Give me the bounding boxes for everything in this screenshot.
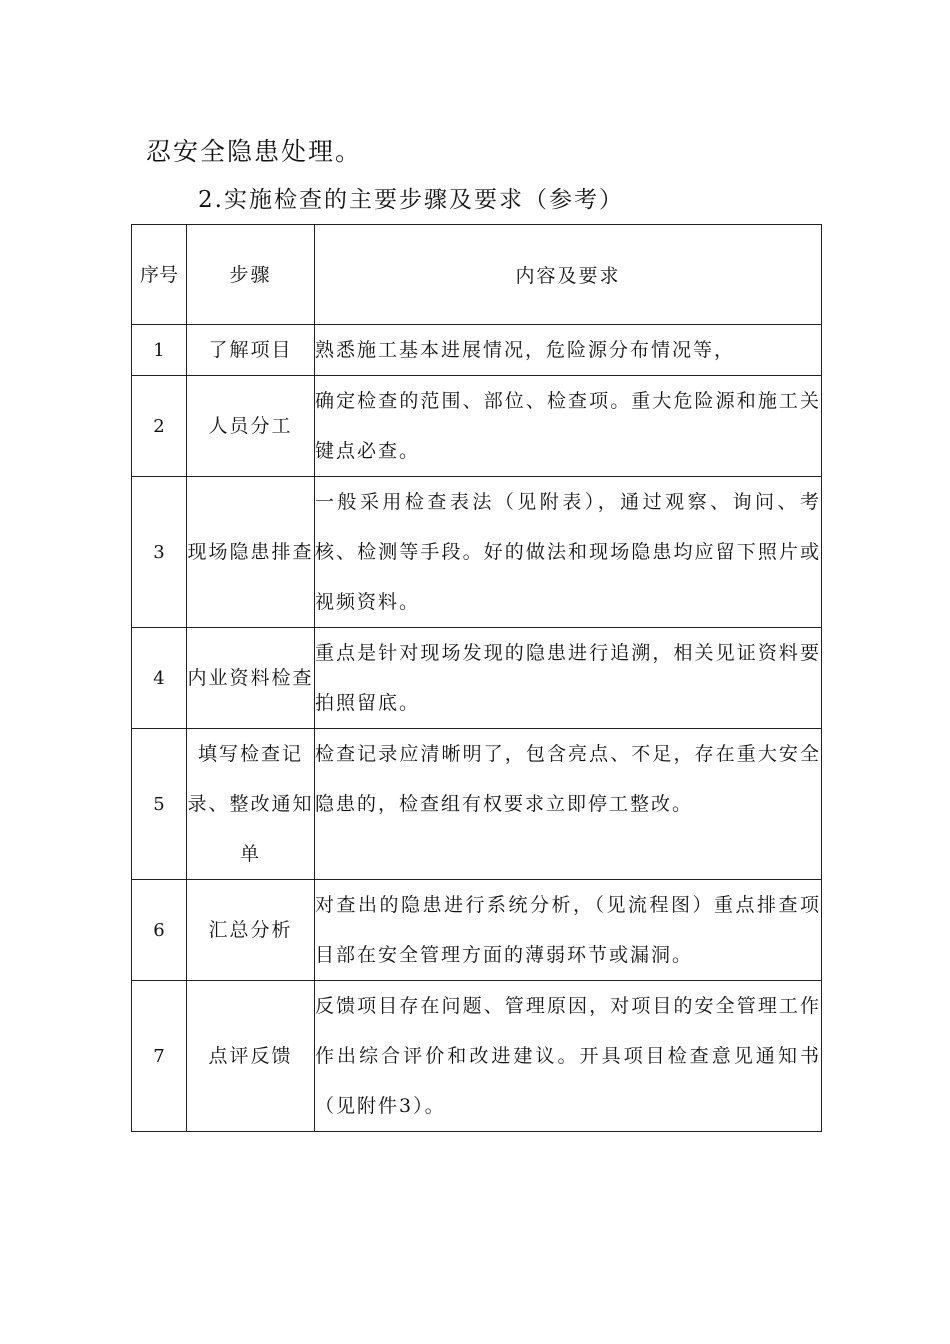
table-header-row bbox=[132, 225, 822, 325]
row-step: 内业资料检查 bbox=[187, 628, 315, 729]
row-content: 检查记录应清晰明了，包含亮点、不足，存在重大安全隐患的，检查组有权要求立即停工整改。 bbox=[315, 729, 822, 880]
row-step: 汇总分析 bbox=[187, 880, 315, 981]
row-no: 6 bbox=[132, 880, 187, 981]
section-heading: 2.实施检查的主要步骤及要求（参考） bbox=[198, 187, 624, 213]
row-no: 7 bbox=[132, 981, 187, 1132]
table-row bbox=[132, 477, 822, 628]
table-row bbox=[132, 325, 822, 376]
row-content: 反馈项目存在问题、管理原因，对项目的安全管理工作作出综合评价和改进建议。开具项目检查意见通知书（见附件3）。 bbox=[315, 981, 822, 1132]
table-row bbox=[132, 880, 822, 981]
row-step: 填写检查记录、整改通知单 bbox=[187, 729, 315, 880]
row-no: 4 bbox=[132, 628, 187, 729]
row-step: 了解项目 bbox=[187, 325, 315, 376]
header-no: 序号 bbox=[132, 225, 187, 325]
row-no: 2 bbox=[132, 376, 187, 477]
row-step: 现场隐患排查 bbox=[187, 477, 315, 628]
steps-table bbox=[131, 224, 822, 1132]
table-row bbox=[132, 628, 822, 729]
row-no: 5 bbox=[132, 729, 187, 880]
table-row bbox=[132, 729, 822, 880]
row-no: 3 bbox=[132, 477, 187, 628]
table-row bbox=[132, 981, 822, 1132]
row-step: 人员分工 bbox=[187, 376, 315, 477]
header-step: 步骤 bbox=[187, 225, 315, 325]
paragraph-tail: 忍安全隐患处理。 bbox=[146, 137, 363, 166]
row-content: 重点是针对现场发现的隐患进行追溯，相关见证资料要拍照留底。 bbox=[315, 628, 822, 729]
header-content: 内容及要求 bbox=[315, 225, 822, 325]
row-content: 熟悉施工基本进展情况，危险源分布情况等， bbox=[315, 325, 822, 376]
row-no: 1 bbox=[132, 325, 187, 376]
row-content: 确定检查的范围、部位、检查项。重大危险源和施工关键点必查。 bbox=[315, 376, 822, 477]
row-content: 对查出的隐患进行系统分析，（见流程图）重点排查项目部在安全管理方面的薄弱环节或漏洞。 bbox=[315, 880, 822, 981]
row-step: 点评反馈 bbox=[187, 981, 315, 1132]
table-row bbox=[132, 376, 822, 477]
row-content: 一般采用检查表法（见附表），通过观察、询问、考核、检测等手段。好的做法和现场隐患均应留下照片或视频资料。 bbox=[315, 477, 822, 628]
